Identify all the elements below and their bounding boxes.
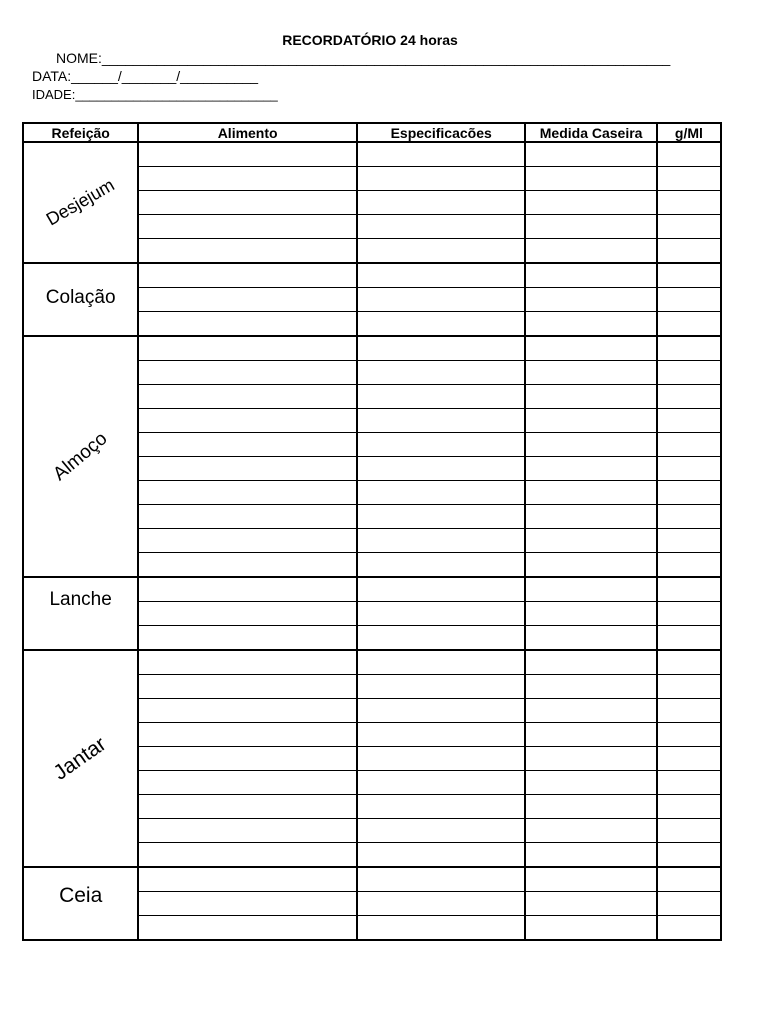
g-ml-cell[interactable]: [657, 312, 721, 337]
g-ml-cell[interactable]: [657, 892, 721, 916]
g-ml-cell[interactable]: [657, 675, 721, 699]
alimento-cell[interactable]: [138, 167, 357, 191]
meal-cell-jantar: [23, 650, 138, 867]
alimento-cell[interactable]: [138, 409, 357, 433]
especificacoes-cell[interactable]: [357, 723, 525, 747]
g-ml-cell[interactable]: [657, 553, 721, 578]
medida-caseira-cell[interactable]: [525, 795, 656, 819]
g-ml-cell[interactable]: [657, 505, 721, 529]
alimento-cell[interactable]: [138, 892, 357, 916]
medida-caseira-cell[interactable]: [525, 892, 656, 916]
g-ml-cell[interactable]: [657, 723, 721, 747]
meal-label: Jantar: [49, 731, 111, 785]
table-row: [23, 650, 721, 675]
medida-caseira-cell[interactable]: [525, 457, 656, 481]
g-ml-cell[interactable]: [657, 361, 721, 385]
meal-label: Colação: [45, 286, 116, 308]
date-field[interactable]: DATA:______/_______/__________: [32, 68, 259, 84]
alimento-cell[interactable]: [138, 843, 357, 868]
form-title: RECORDATÓRIO 24 horas: [282, 32, 458, 48]
especificacoes-cell[interactable]: [357, 361, 525, 385]
medida-caseira-cell[interactable]: [525, 553, 656, 578]
especificacoes-cell[interactable]: [357, 819, 525, 843]
g-ml-cell[interactable]: [657, 215, 721, 239]
alimento-cell[interactable]: [138, 626, 357, 651]
especificacoes-cell[interactable]: [357, 288, 525, 312]
table-row: [23, 867, 721, 892]
alimento-cell[interactable]: [138, 771, 357, 795]
medida-caseira-cell[interactable]: [525, 433, 656, 457]
especificacoes-cell[interactable]: [357, 433, 525, 457]
especificacoes-cell[interactable]: [357, 529, 525, 553]
medida-caseira-cell[interactable]: [525, 819, 656, 843]
especificacoes-cell[interactable]: [357, 336, 525, 361]
g-ml-cell[interactable]: [657, 626, 721, 651]
g-ml-cell[interactable]: [657, 771, 721, 795]
especificacoes-cell[interactable]: [357, 385, 525, 409]
alimento-cell[interactable]: [138, 553, 357, 578]
table-header-row: [23, 123, 721, 142]
meal-cell-colacao: [23, 263, 138, 336]
medida-caseira-cell[interactable]: [525, 723, 656, 747]
g-ml-cell[interactable]: [657, 602, 721, 626]
alimento-cell[interactable]: [138, 916, 357, 941]
g-ml-cell[interactable]: [657, 916, 721, 941]
g-ml-cell[interactable]: [657, 409, 721, 433]
header-alimento: Alimento: [138, 123, 357, 142]
alimento-cell[interactable]: [138, 142, 357, 167]
especificacoes-cell[interactable]: [357, 312, 525, 337]
medida-caseira-cell[interactable]: [525, 916, 656, 941]
g-ml-cell[interactable]: [657, 167, 721, 191]
especificacoes-cell[interactable]: [357, 142, 525, 167]
alimento-cell[interactable]: [138, 819, 357, 843]
especificacoes-cell[interactable]: [357, 843, 525, 868]
especificacoes-cell[interactable]: [357, 263, 525, 288]
especificacoes-cell[interactable]: [357, 892, 525, 916]
alimento-cell[interactable]: [138, 288, 357, 312]
medida-caseira-cell[interactable]: [525, 529, 656, 553]
table-row: [23, 263, 721, 288]
especificacoes-cell[interactable]: [357, 699, 525, 723]
especificacoes-cell[interactable]: [357, 602, 525, 626]
alimento-cell[interactable]: [138, 867, 357, 892]
g-ml-cell[interactable]: [657, 819, 721, 843]
medida-caseira-cell[interactable]: [525, 385, 656, 409]
meal-cell-almoco: [23, 336, 138, 577]
medida-caseira-cell[interactable]: [525, 771, 656, 795]
meal-cell-ceia: [23, 867, 138, 940]
g-ml-cell[interactable]: [657, 263, 721, 288]
g-ml-cell[interactable]: [657, 239, 721, 264]
g-ml-cell[interactable]: [657, 577, 721, 602]
g-ml-cell[interactable]: [657, 650, 721, 675]
especificacoes-cell[interactable]: [357, 867, 525, 892]
g-ml-cell[interactable]: [657, 481, 721, 505]
alimento-cell[interactable]: [138, 215, 357, 239]
medida-caseira-cell[interactable]: [525, 191, 656, 215]
medida-caseira-cell[interactable]: [525, 747, 656, 771]
especificacoes-cell[interactable]: [357, 577, 525, 602]
alimento-cell[interactable]: [138, 650, 357, 675]
g-ml-cell[interactable]: [657, 843, 721, 868]
g-ml-cell[interactable]: [657, 795, 721, 819]
especificacoes-cell[interactable]: [357, 771, 525, 795]
alimento-cell[interactable]: [138, 385, 357, 409]
especificacoes-cell[interactable]: [357, 481, 525, 505]
medida-caseira-cell[interactable]: [525, 263, 656, 288]
especificacoes-cell[interactable]: [357, 505, 525, 529]
especificacoes-cell[interactable]: [357, 239, 525, 264]
especificacoes-cell[interactable]: [357, 650, 525, 675]
table-body: [23, 142, 721, 940]
header-medida-caseira: Medida Caseira: [525, 123, 656, 142]
meal-cell-lanche: [23, 577, 138, 650]
especificacoes-cell[interactable]: [357, 626, 525, 651]
g-ml-cell[interactable]: [657, 433, 721, 457]
name-field[interactable]: NOME:_________________________________________________________________________: [56, 50, 671, 66]
alimento-cell[interactable]: [138, 239, 357, 264]
especificacoes-cell[interactable]: [357, 409, 525, 433]
header-especificacoes: Especificacões: [357, 123, 525, 142]
alimento-cell[interactable]: [138, 675, 357, 699]
medida-caseira-cell[interactable]: [525, 577, 656, 602]
medida-caseira-cell[interactable]: [525, 142, 656, 167]
g-ml-cell[interactable]: [657, 336, 721, 361]
medida-caseira-cell[interactable]: [525, 361, 656, 385]
alimento-cell[interactable]: [138, 723, 357, 747]
meal-cell-desjejum: [23, 142, 138, 263]
medida-caseira-cell[interactable]: [525, 843, 656, 868]
table-row: [23, 577, 721, 602]
meal-label: Ceia: [59, 883, 103, 907]
alimento-cell[interactable]: [138, 699, 357, 723]
alimento-cell[interactable]: [138, 336, 357, 361]
meal-label: Almoço: [49, 427, 112, 485]
alimento-cell[interactable]: [138, 457, 357, 481]
medida-caseira-cell[interactable]: [525, 288, 656, 312]
medida-caseira-cell[interactable]: [525, 602, 656, 626]
especificacoes-cell[interactable]: [357, 675, 525, 699]
medida-caseira-cell[interactable]: [525, 699, 656, 723]
alimento-cell[interactable]: [138, 577, 357, 602]
medida-caseira-cell[interactable]: [525, 867, 656, 892]
g-ml-cell[interactable]: [657, 385, 721, 409]
g-ml-cell[interactable]: [657, 699, 721, 723]
meal-label: Desjejum: [42, 174, 118, 229]
table-row: [23, 142, 721, 167]
alimento-cell[interactable]: [138, 602, 357, 626]
alimento-cell[interactable]: [138, 263, 357, 288]
age-field[interactable]: IDADE:____________________________: [32, 87, 278, 102]
table-row: [23, 336, 721, 361]
alimento-cell[interactable]: [138, 505, 357, 529]
alimento-cell[interactable]: [138, 433, 357, 457]
header-refeicao: Refeição: [23, 123, 138, 142]
meal-label: Lanche: [49, 588, 112, 610]
medida-caseira-cell[interactable]: [525, 312, 656, 337]
alimento-cell[interactable]: [138, 747, 357, 771]
especificacoes-cell[interactable]: [357, 215, 525, 239]
food-recall-table: [22, 122, 722, 941]
medida-caseira-cell[interactable]: [525, 675, 656, 699]
especificacoes-cell[interactable]: [357, 553, 525, 578]
especificacoes-cell[interactable]: [357, 191, 525, 215]
alimento-cell[interactable]: [138, 795, 357, 819]
medida-caseira-cell[interactable]: [525, 336, 656, 361]
especificacoes-cell[interactable]: [357, 167, 525, 191]
medida-caseira-cell[interactable]: [525, 650, 656, 675]
especificacoes-cell[interactable]: [357, 747, 525, 771]
especificacoes-cell[interactable]: [357, 795, 525, 819]
alimento-cell[interactable]: [138, 529, 357, 553]
alimento-cell[interactable]: [138, 191, 357, 215]
g-ml-cell[interactable]: [657, 747, 721, 771]
especificacoes-cell[interactable]: [357, 916, 525, 941]
g-ml-cell[interactable]: [657, 191, 721, 215]
alimento-cell[interactable]: [138, 312, 357, 337]
medida-caseira-cell[interactable]: [525, 505, 656, 529]
alimento-cell[interactable]: [138, 361, 357, 385]
g-ml-cell[interactable]: [657, 142, 721, 167]
g-ml-cell[interactable]: [657, 867, 721, 892]
medida-caseira-cell[interactable]: [525, 409, 656, 433]
header-g-ml: g/Ml: [657, 123, 721, 142]
g-ml-cell[interactable]: [657, 288, 721, 312]
g-ml-cell[interactable]: [657, 529, 721, 553]
medida-caseira-cell[interactable]: [525, 167, 656, 191]
especificacoes-cell[interactable]: [357, 457, 525, 481]
alimento-cell[interactable]: [138, 481, 357, 505]
medida-caseira-cell[interactable]: [525, 239, 656, 264]
medida-caseira-cell[interactable]: [525, 215, 656, 239]
medida-caseira-cell[interactable]: [525, 626, 656, 651]
g-ml-cell[interactable]: [657, 457, 721, 481]
medida-caseira-cell[interactable]: [525, 481, 656, 505]
